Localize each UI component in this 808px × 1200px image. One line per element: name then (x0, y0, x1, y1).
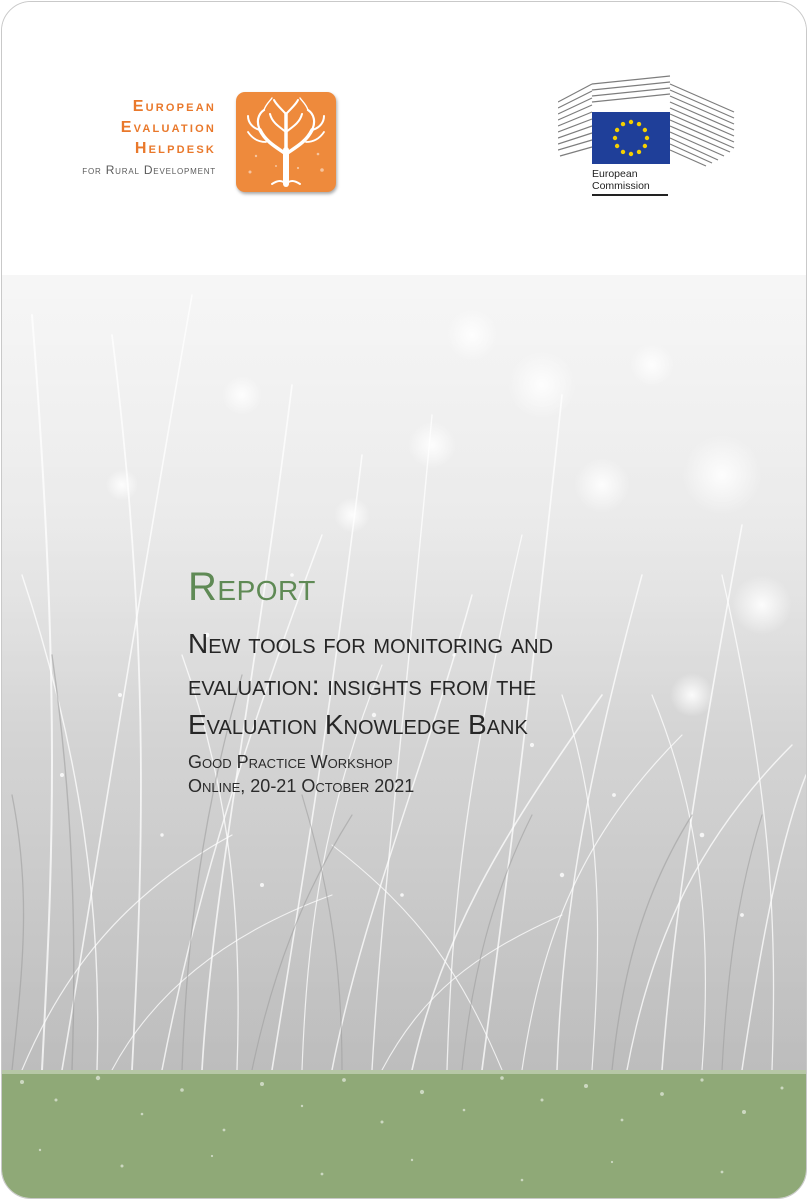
ec-logo-line1: European (592, 168, 638, 180)
report-title-line1: New tools for monitoring and (188, 628, 554, 659)
ec-logo-underline (592, 194, 668, 196)
report-label: Report (188, 565, 316, 609)
ec-logo-line2: Commission (592, 180, 650, 192)
green-footer-band (2, 1070, 806, 1198)
report-cover (1, 1, 807, 1199)
european-commission-logo (558, 70, 736, 198)
report-title-line3: Evaluation Knowledge Bank (188, 709, 528, 740)
eeh-logo-line2: Evaluation (120, 119, 216, 136)
eeh-logo-subtitle: for Rural Development (82, 163, 216, 177)
eeh-logo-line3: Helpdesk (134, 140, 216, 157)
tree-icon (236, 92, 336, 192)
report-subtitle-line2: Online, 20-21 October 2021 (188, 776, 415, 796)
eeh-logo-text (82, 96, 216, 177)
eu-flag-icon (592, 112, 670, 164)
report-subtitle-line1: Good Practice Workshop (188, 752, 393, 772)
ec-logo-label (592, 168, 650, 192)
eeh-logo-line1: European (132, 98, 216, 115)
report-title-line2: evaluation: insights from the (188, 670, 537, 701)
cover-header (2, 2, 806, 275)
